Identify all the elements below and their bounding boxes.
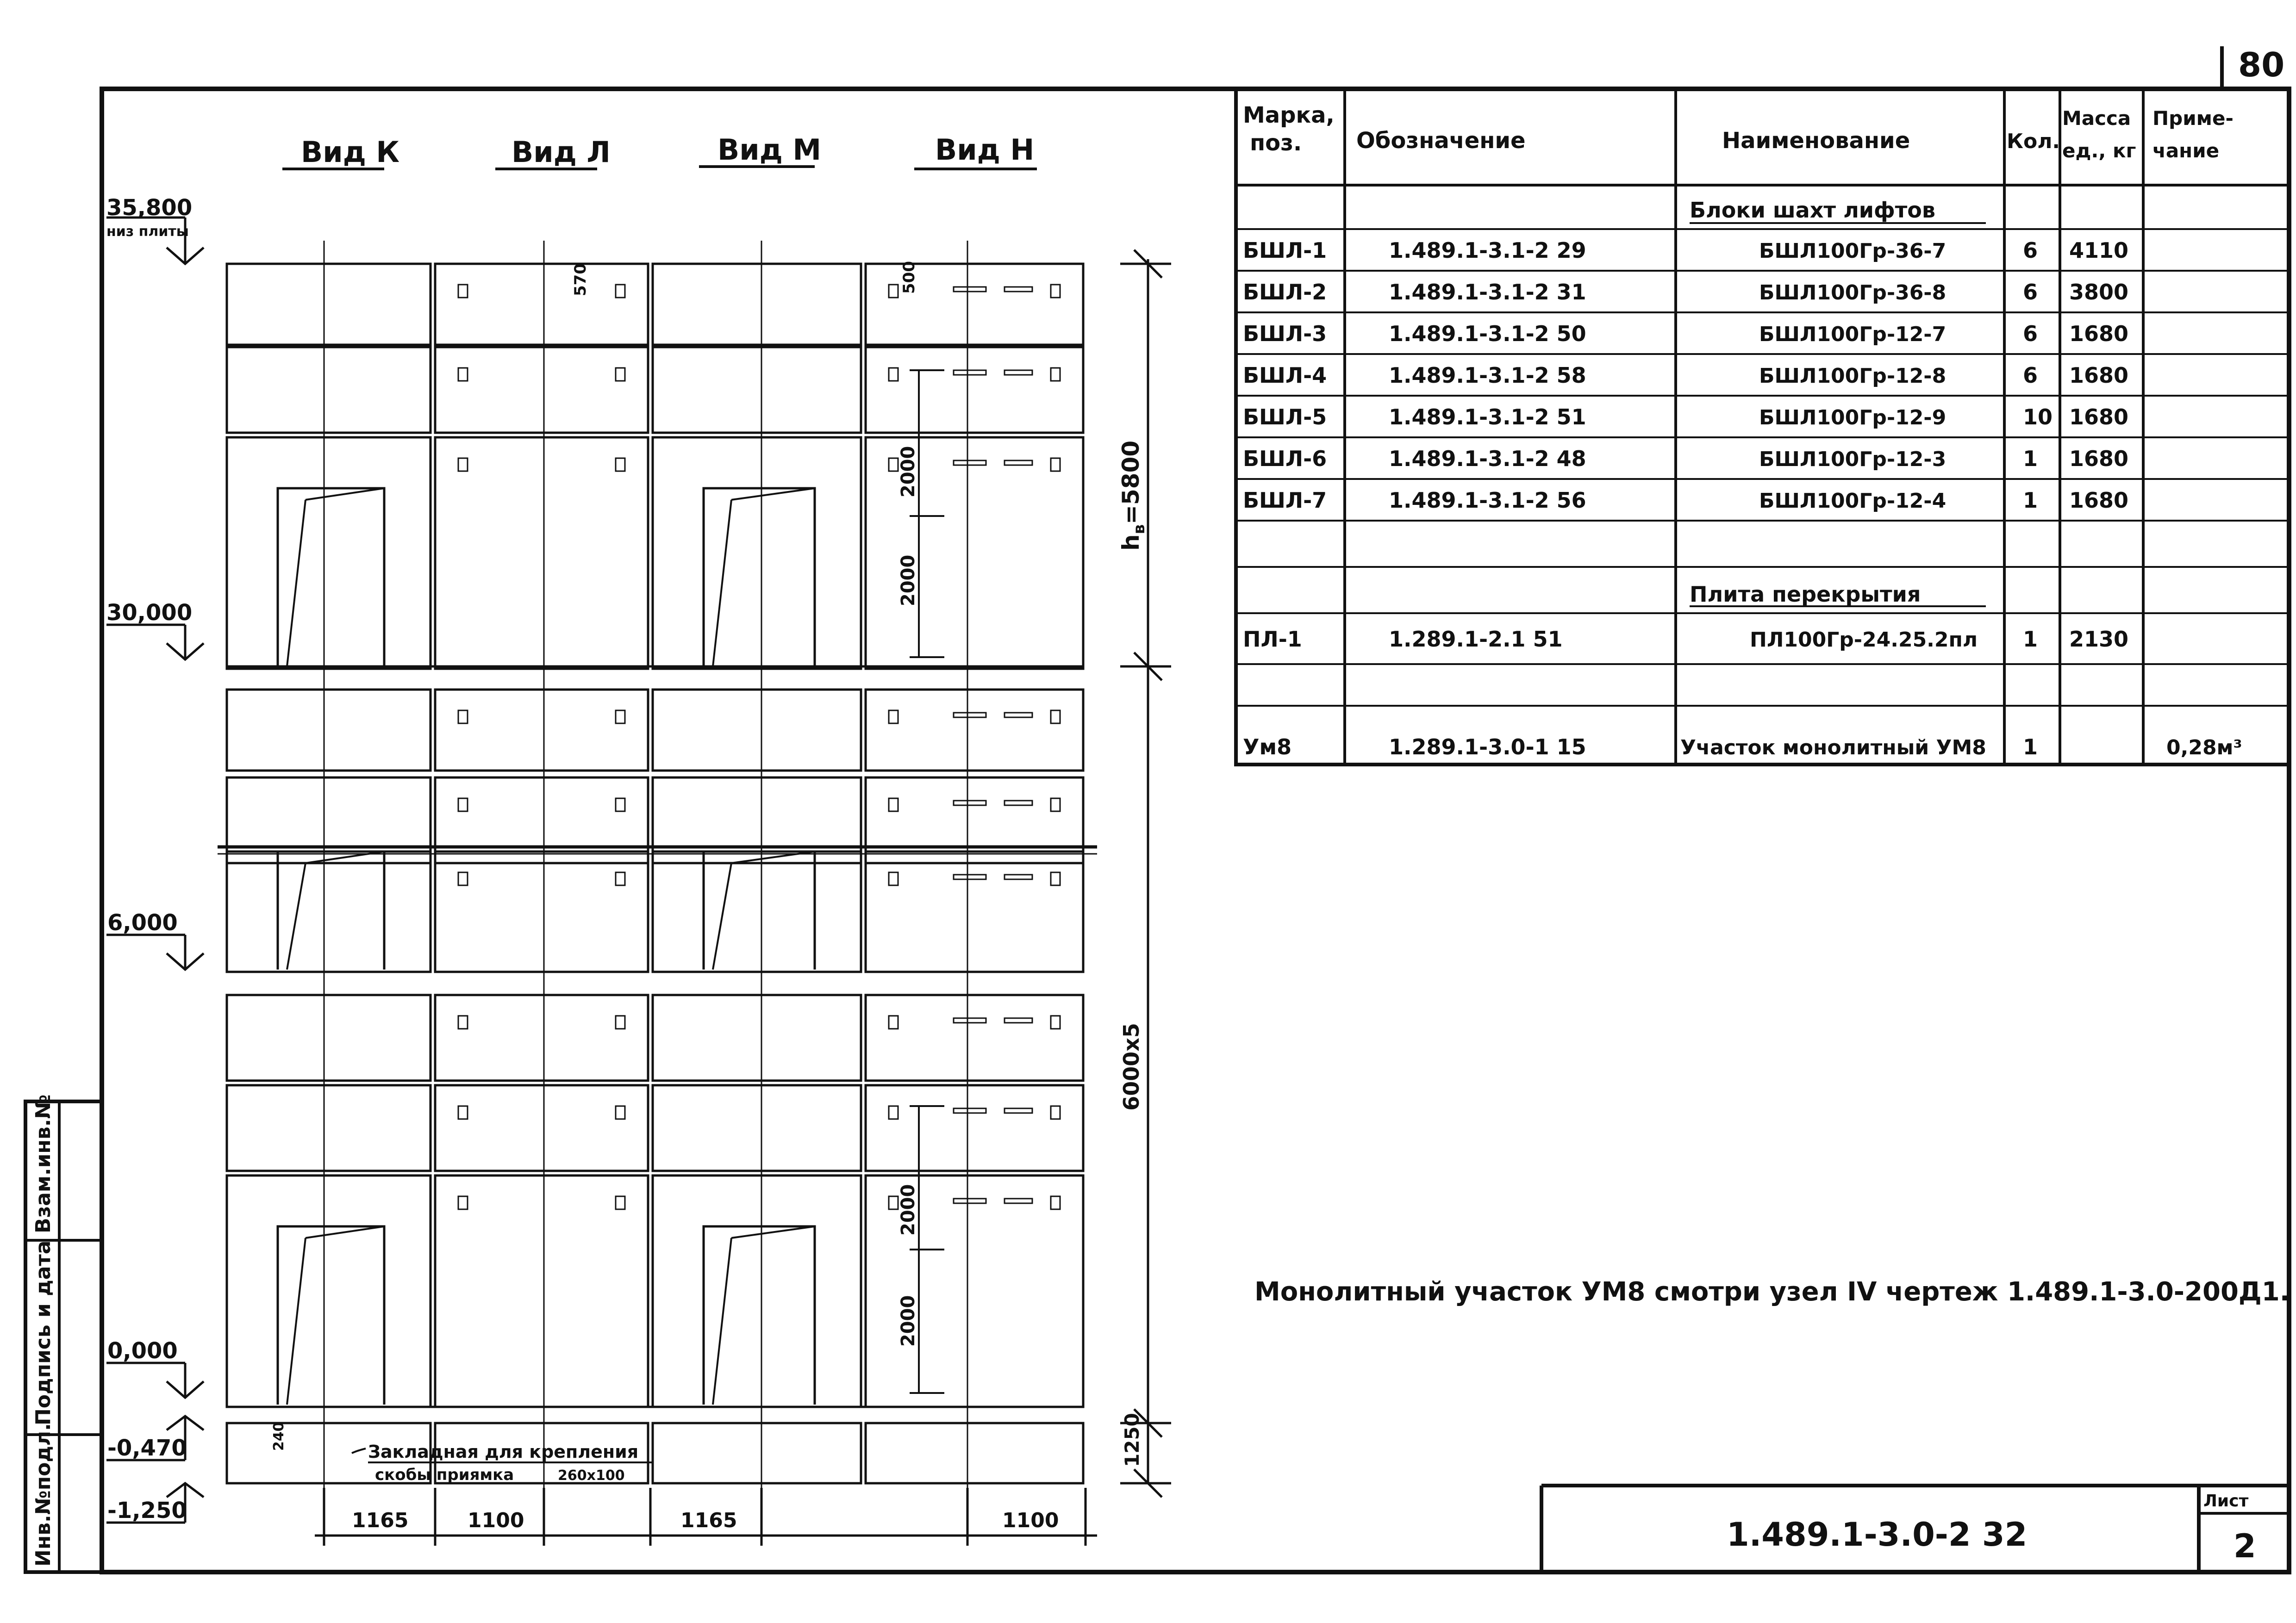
dim-1250: 1250: [1121, 1413, 1143, 1467]
shaft-elevation: [218, 241, 1097, 1536]
embedded-part: [616, 872, 625, 885]
wall-panel: [227, 1175, 430, 1407]
embedded-part: [1051, 458, 1060, 471]
embedded-note-line3: 260x100: [558, 1468, 625, 1484]
table-cell-qty: 6: [2023, 363, 2038, 388]
table-cell-mark: БШЛ-5: [1243, 404, 1327, 429]
dim-bottom-1100-a: 1100: [468, 1509, 524, 1532]
table-cell-designation: 1.289.1-2.1 51: [1389, 627, 1563, 652]
wall-panel: [227, 777, 430, 863]
embedded-part: [889, 285, 898, 298]
wall-panel: [227, 995, 430, 1081]
table-cell-qty: 6: [2023, 280, 2038, 305]
embedded-part: [1051, 872, 1060, 885]
table-cell-name: БШЛ100Гр-36-8: [1759, 281, 1947, 305]
embedded-plate: [1004, 875, 1032, 879]
door-leaf-line: [731, 488, 815, 500]
wall-panel: [866, 995, 1083, 1081]
table-header-note: чание: [2152, 139, 2220, 162]
table-cell-designation: 1.489.1-3.1-2 50: [1389, 321, 1586, 346]
table-header-designation: Обозначение: [1356, 128, 1526, 154]
embedded-part-note: [352, 1442, 653, 1484]
table-cell-name: БШЛ100Гр-12-9: [1759, 406, 1947, 429]
table-cell-designation: 1.489.1-3.1-2 29: [1389, 238, 1586, 263]
embedded-plate: [1004, 713, 1032, 717]
embedded-part: [1051, 1196, 1060, 1209]
door-leaf-line: [287, 863, 306, 970]
title-designation: 1.489.1-3.0-2 32: [1727, 1516, 2028, 1554]
wall-panel: [653, 995, 861, 1081]
sheet-number: 2: [2234, 1527, 2256, 1565]
door-opening: [278, 488, 384, 666]
embedded-plate: [954, 460, 986, 465]
dim-570: 570: [571, 263, 590, 296]
door-leaf-line: [287, 1238, 306, 1405]
dim-2000-a: 2000: [898, 446, 919, 497]
wall-panel: [653, 1175, 861, 1407]
wall-panel: [866, 690, 1083, 771]
sheet-label: Лист: [2203, 1492, 2249, 1511]
wall-panel: [653, 1423, 861, 1483]
embedded-part: [458, 1106, 468, 1119]
wall-panel: [653, 690, 861, 771]
embedded-plate: [954, 370, 986, 375]
dim-bottom-1165-b: 1165: [680, 1509, 737, 1532]
wall-panel: [435, 852, 648, 972]
wall-panel: [866, 347, 1083, 433]
embedded-part: [1051, 285, 1060, 298]
embedded-part: [458, 285, 468, 298]
table-cell-designation: 1.489.1-3.1-2 31: [1389, 280, 1586, 305]
level-30000: 30,000: [106, 600, 193, 626]
embedded-part: [458, 710, 468, 723]
embedded-plate: [954, 713, 986, 717]
dim-500: 500: [900, 261, 918, 294]
embedded-plate: [954, 1018, 986, 1023]
wall-panel: [866, 852, 1083, 972]
level-minus-0470: -0,470: [107, 1435, 187, 1461]
side-stamp-inv: Инв.№подл.: [31, 1423, 55, 1567]
view-title-n: Вид Н: [935, 133, 1035, 167]
door-leaf-line: [713, 863, 731, 970]
vertical-dimensions: [1120, 250, 1171, 1497]
embedded-plate: [1004, 1108, 1032, 1113]
embedded-note-line1: Закладная для крепления: [368, 1442, 639, 1462]
table-header-qty: Кол.: [2007, 130, 2060, 153]
embedded-plate: [1004, 801, 1032, 805]
wall-panel: [435, 777, 648, 863]
view-title-l: Вид Л: [512, 135, 611, 169]
level-slab-bottom: низ плиты: [106, 224, 189, 240]
table-header-mass: Масса: [2062, 107, 2131, 130]
embedded-plate: [1004, 370, 1032, 375]
embedded-plate: [954, 1199, 986, 1203]
dim-hb-label: $h_в=5800$: [1117, 440, 1148, 551]
embedded-part: [1051, 368, 1060, 381]
embedded-part: [1051, 1106, 1060, 1119]
embedded-part: [616, 1016, 625, 1029]
wall-panel: [653, 347, 861, 433]
table-cell-note: 0,28м³: [2166, 736, 2242, 759]
table-header-mark: Марка,: [1243, 102, 1335, 128]
wall-panel: [435, 1085, 648, 1171]
table-cell-designation: 1.289.1-3.0-1 15: [1389, 734, 1586, 759]
embedded-plate: [1004, 460, 1032, 465]
table-cell-designation: 1.489.1-3.1-2 51: [1389, 404, 1586, 429]
wall-panel: [653, 264, 861, 345]
table-cell-mark: БШЛ-3: [1243, 321, 1327, 346]
level-35800: 35,800: [106, 195, 193, 221]
embedded-part: [1051, 798, 1060, 811]
view-n-dims: [910, 370, 944, 1393]
embedded-part: [458, 368, 468, 381]
table-header-name: Наименование: [1722, 128, 1910, 154]
embedded-part: [616, 1106, 625, 1119]
wall-panel: [653, 852, 861, 972]
embedded-part: [889, 1196, 898, 1209]
table-header-mark: поз.: [1250, 130, 1302, 156]
table-cell-mark: БШЛ-2: [1243, 280, 1327, 305]
embedded-plate: [1004, 1018, 1032, 1023]
wall-panel: [435, 995, 648, 1081]
table-cell-designation: 1.489.1-3.1-2 48: [1389, 446, 1586, 471]
embedded-plate: [954, 1108, 986, 1113]
table-header-mass: ед., кг: [2062, 139, 2136, 162]
embedded-part: [889, 798, 898, 811]
table-cell-mass: 1680: [2069, 363, 2129, 388]
view-title-k: Вид К: [301, 135, 400, 169]
door-leaf-line: [713, 1238, 731, 1405]
embedded-part: [889, 458, 898, 471]
side-stamp: [25, 1094, 102, 1572]
door-leaf-line: [306, 488, 384, 500]
dim-6000x5: 6000x5: [1119, 1023, 1144, 1111]
wall-panel: [227, 690, 430, 771]
table-cell-name: БШЛ100Гр-12-3: [1759, 448, 1947, 471]
wall-panel: [227, 437, 430, 669]
door-leaf-line: [713, 500, 731, 666]
wall-panel: [227, 852, 430, 972]
wall-panel: [866, 1423, 1083, 1483]
table-cell-mark: БШЛ-4: [1243, 363, 1327, 388]
wall-panel: [653, 777, 861, 863]
door-leaf-line: [287, 500, 306, 666]
table-cell-mass: 3800: [2069, 280, 2129, 305]
level-6000: 6,000: [107, 910, 178, 936]
door-opening: [704, 852, 815, 970]
embedded-part: [889, 1106, 898, 1119]
monolith-note: Монолитный участок УМ8 смотри узел IV чертеж 1.489.1-3.0-200Д1.: [1254, 1277, 2290, 1307]
dim-2000-d: 2000: [898, 1295, 919, 1347]
embedded-plate: [1004, 287, 1032, 292]
embedded-plate: [954, 801, 986, 805]
table-cell-mass: 1680: [2069, 446, 2129, 471]
embedded-part: [616, 458, 625, 471]
wall-panel: [866, 1085, 1083, 1171]
dim-2000-c: 2000: [898, 1184, 919, 1236]
dim-240: 240: [271, 1422, 287, 1451]
wall-panel: [435, 690, 648, 771]
table-cell-mark: Ум8: [1243, 734, 1292, 759]
door-opening: [278, 852, 384, 970]
table-cell-mass: 4110: [2069, 238, 2129, 263]
dim-bottom-1165-a: 1165: [352, 1509, 409, 1532]
wall-panel: [435, 437, 648, 669]
embedded-part: [889, 1016, 898, 1029]
embedded-part: [458, 872, 468, 885]
level-markers: [106, 218, 204, 1523]
door-opening: [704, 1226, 815, 1405]
spec-table-text: [1243, 102, 2242, 759]
door-opening: [278, 1226, 384, 1405]
table-cell-designation: 1.489.1-3.1-2 58: [1389, 363, 1586, 388]
table-cell-qty: 1: [2023, 446, 2038, 471]
embedded-part: [889, 872, 898, 885]
table-cell-mass: 1680: [2069, 488, 2129, 513]
embedded-part: [616, 1196, 625, 1209]
side-stamp-sign: Подпись и дата: [31, 1240, 55, 1425]
embedded-plate: [1004, 1199, 1032, 1203]
embedded-part: [616, 368, 625, 381]
embedded-part: [616, 285, 625, 298]
table-cell-name: БШЛ100Гр-12-8: [1759, 364, 1947, 388]
embedded-part: [1051, 710, 1060, 723]
level-0000: 0,000: [107, 1338, 178, 1364]
door-leaf-line: [731, 1226, 815, 1238]
wall-panel: [227, 1085, 430, 1171]
table-header-note: Приме-: [2152, 107, 2234, 130]
table-cell-qty: 1: [2023, 734, 2038, 759]
embedded-part: [616, 798, 625, 811]
embedded-part: [458, 798, 468, 811]
embedded-part: [889, 710, 898, 723]
table-cell-name: БШЛ100Гр-12-4: [1759, 489, 1947, 513]
wall-panel: [435, 1175, 648, 1407]
table-cell-designation: 1.489.1-3.1-2 56: [1389, 488, 1586, 513]
view-title-m: Вид М: [718, 133, 822, 167]
table-cell-mark: ПЛ-1: [1243, 627, 1302, 652]
table-cell-name: Участок монолитный УМ8: [1680, 736, 1986, 759]
wall-panel: [653, 1085, 861, 1171]
wall-panel: [866, 264, 1083, 345]
side-stamp-replace: Взам.инв.№: [31, 1094, 55, 1233]
level-minus-1250: -1,250: [107, 1498, 187, 1524]
wall-panel: [866, 777, 1083, 863]
embedded-part: [889, 368, 898, 381]
table-cell-qty: 6: [2023, 238, 2038, 263]
table-cell-qty: 10: [2023, 404, 2053, 429]
table-cell-name: ПЛ100Гр-24.25.2пл: [1750, 628, 1978, 652]
door-opening: [704, 488, 815, 666]
wall-panel: [435, 264, 648, 345]
embedded-part: [458, 1016, 468, 1029]
wall-panel: [653, 437, 861, 669]
table-cell-mark: БШЛ-1: [1243, 238, 1327, 263]
embedded-part: [616, 710, 625, 723]
embedded-note-line2: скобы приямка: [375, 1466, 514, 1484]
table-cell-name: БШЛ100Гр-36-7: [1759, 239, 1947, 263]
table-cell-mass: 1680: [2069, 321, 2129, 346]
wall-panel: [227, 347, 430, 433]
dim-2000-b: 2000: [898, 554, 919, 606]
table-section-shafts: Блоки шахт лифтов: [1690, 198, 1935, 223]
table-cell-qty: 1: [2023, 627, 2038, 652]
table-cell-qty: 6: [2023, 321, 2038, 346]
table-section-slab: Плита перекрытия: [1690, 582, 1921, 607]
table-cell-mass: 1680: [2069, 404, 2129, 429]
table-cell-mass: 2130: [2069, 627, 2129, 652]
embedded-part: [458, 1196, 468, 1209]
wall-panel: [435, 347, 648, 433]
table-cell-qty: 1: [2023, 488, 2038, 513]
view-titles: [282, 133, 1037, 169]
table-cell-mark: БШЛ-7: [1243, 488, 1327, 513]
embedded-part: [458, 458, 468, 471]
embedded-plate: [954, 287, 986, 292]
embedded-part: [1051, 1016, 1060, 1029]
wall-panel: [227, 264, 430, 345]
dim-bottom-1100-b: 1100: [1002, 1509, 1059, 1532]
embedded-plate: [954, 875, 986, 879]
table-cell-name: БШЛ100Гр-12-7: [1759, 323, 1947, 346]
table-cell-mark: БШЛ-6: [1243, 446, 1327, 471]
door-leaf-line: [306, 1226, 384, 1238]
page-number: 80: [2238, 45, 2285, 84]
